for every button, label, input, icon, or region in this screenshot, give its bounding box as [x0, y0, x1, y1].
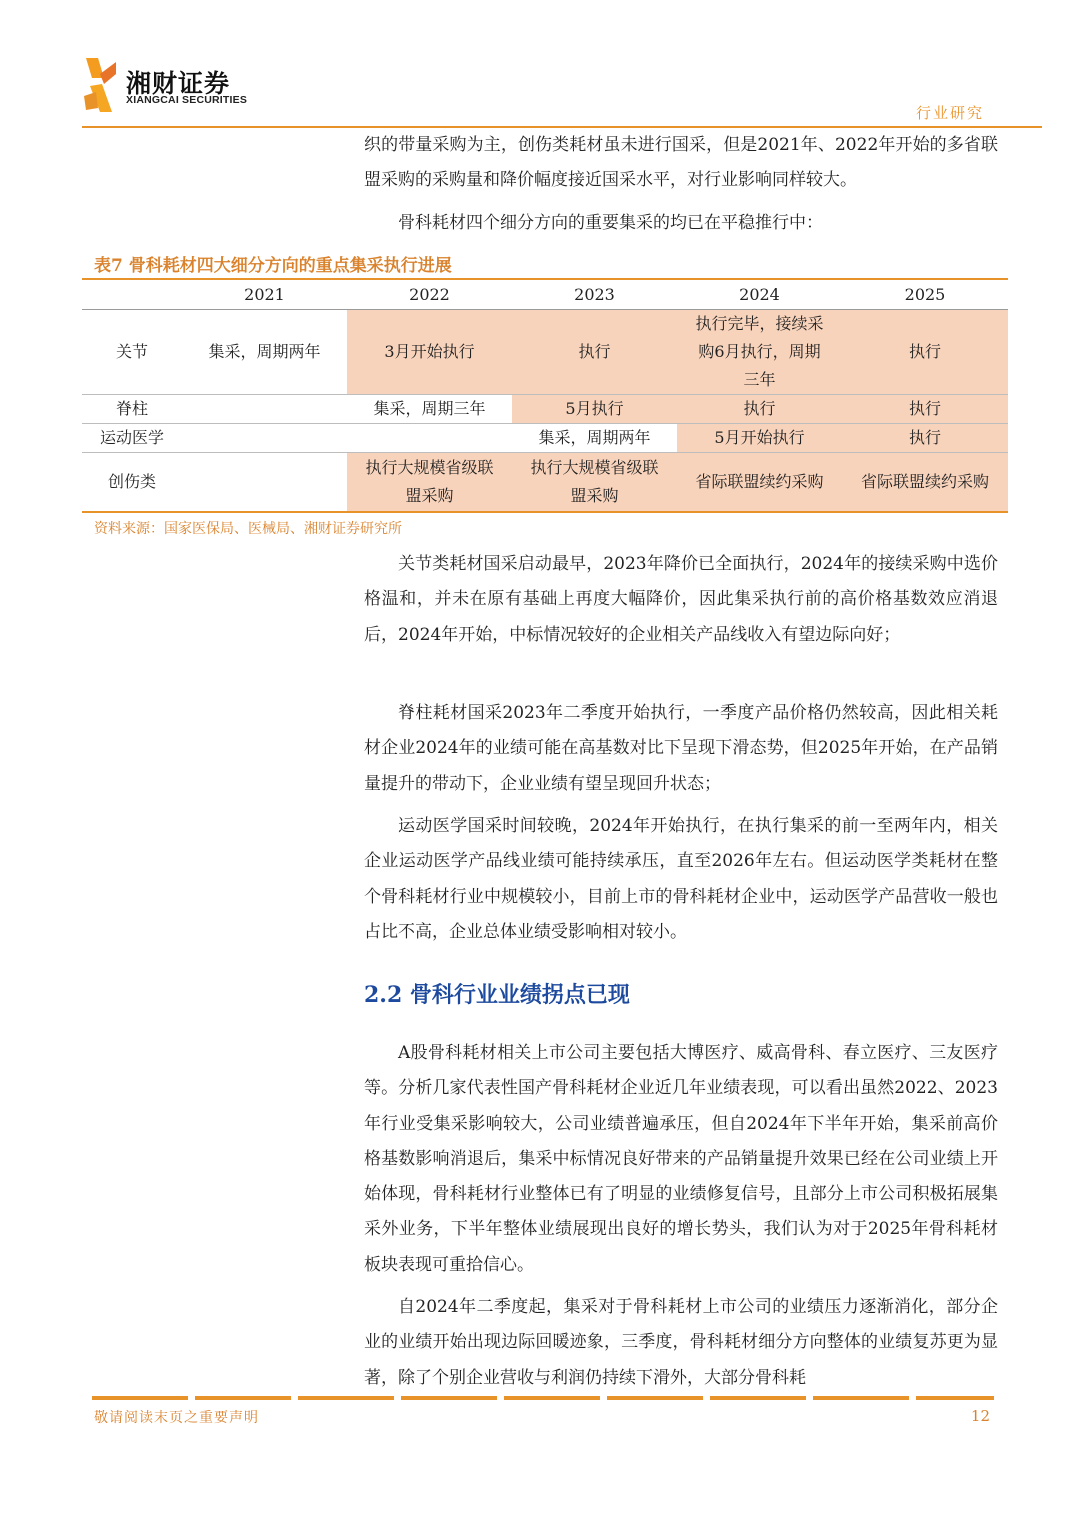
logo-text: 湘财证券	[126, 69, 231, 98]
cell-2022: 执行大规模省级联盟采购	[347, 453, 512, 511]
report-category: 行业研究	[915, 104, 984, 122]
intro-paragraph	[364, 128, 998, 199]
table-row-trauma	[82, 453, 1008, 511]
cell-2021	[182, 453, 347, 511]
header-blank	[82, 280, 182, 310]
footer-notice: 敬请阅读末页之重要声明	[94, 1410, 259, 1426]
page-number: 12	[970, 1407, 990, 1425]
cell-2025: 执行	[842, 310, 1008, 395]
cell-2023: 执行	[512, 310, 677, 395]
header-2021: 2021	[182, 280, 347, 310]
cell-2021	[182, 424, 347, 453]
cell-2025: 执行	[842, 424, 1008, 453]
logo-mark-icon	[82, 56, 118, 114]
header-2024: 2024	[677, 280, 842, 310]
table-row-joint	[82, 310, 1008, 395]
header-2023: 2023	[512, 280, 677, 310]
table-row-spine	[82, 395, 1008, 424]
cell-2024: 执行	[677, 395, 842, 424]
body-paragraph-2	[364, 696, 998, 802]
row-label: 脊柱	[82, 395, 182, 424]
cell-2024: 省际联盟续约采购	[677, 453, 842, 511]
paragraph-performance: A股骨科耗材相关上市公司主要包括大博医疗、威高骨科、春立医疗、三友医疗等。分析几家代表性国产骨科耗材企业近几年业绩表现，可以看出虽然2022、2023年行业受集采影响较大，公司业绩普遍承压，但自2024年下半年开始，集采前高价格基数影响消退后，集采中标情况良好带来的产品销量提升效果已经在公司业绩上开始体现，骨科耗材行业整体已有了明显的业绩修复信号，且部分上市公司积极拓展集采外业务，下半年整体业绩展现出良好的增长势头，我们认为对于2025年骨科耗材板块表现可重拾信心。	[364, 1043, 998, 1275]
row-label: 创伤类	[107, 471, 156, 491]
cell-2023: 执行大规模省级联盟采购	[512, 453, 677, 511]
header-2025: 2025	[842, 280, 1008, 310]
table-bottom-rule	[82, 511, 1008, 513]
paragraph-joint: 关节类耗材国采启动最早，2023年降价已全面执行，2024年的接续采购中选价格温和，并未在原有基础上再度大幅降价，因此集采执行前的高价格基数效应消退后，2024年开始，中标情况较好的企业相关产品线收入有望边际向好；	[364, 554, 998, 645]
logo-english: XIANGCAI SECURITIES	[126, 94, 248, 106]
intro-paragraph-2	[364, 206, 998, 241]
cell-2023: 集采，周期两年	[512, 424, 677, 453]
table-source: 资料来源：国家医保局、医械局、湘财证券研究所	[94, 521, 402, 537]
cell-2022: 集采，周期三年	[347, 395, 512, 424]
section-title: 2.2 骨科行业业绩拐点已现	[364, 982, 630, 1008]
collective-procurement-table	[82, 280, 1008, 511]
cell-2024: 5月开始执行	[677, 424, 842, 453]
body-paragraph-4	[364, 1036, 998, 1283]
table-header-row	[82, 280, 1008, 310]
row-label: 运动医学	[82, 424, 182, 453]
intro-line-1: 织的带量采购为主，创伤类耗材虽未进行国采，但是2021年、2022年开始的多省联盟采购的采购量和降价幅度接近国采水平，对行业影响同样较大。	[364, 135, 998, 191]
table-row-sports-medicine	[82, 424, 1008, 453]
cell-2025: 执行	[842, 395, 1008, 424]
cell-2021	[182, 395, 347, 424]
cell-2024: 执行完毕，接续采购6月执行，周期三年	[677, 310, 842, 395]
cell-2022	[347, 424, 512, 453]
body-paragraph-3	[364, 809, 998, 950]
cell-2023: 5月执行	[512, 395, 677, 424]
footer-divider	[92, 1396, 994, 1400]
body-paragraph-1	[364, 547, 998, 653]
table-caption: 表7 骨科耗材四大细分方向的重点集采执行进展	[94, 256, 452, 276]
intro-line-2: 骨科耗材四个细分方向的重要集采的均已在平稳推行中：	[398, 213, 823, 233]
paragraph-recovery: 自2024年二季度起，集采对于骨科耗材上市公司的业绩压力逐渐消化，部分企业的业绩开始出现边际回暖迹象，三季度，骨科耗材细分方向整体的业绩复苏更为显著，除了个别企业营收与利润仍持续下滑外，大部分骨科耗	[364, 1297, 998, 1388]
body-paragraph-5	[364, 1290, 998, 1396]
header-2022: 2022	[347, 280, 512, 310]
cell-2025: 省际联盟续约采购	[842, 453, 1008, 511]
paragraph-spine: 脊柱耗材国采2023年二季度开始执行，一季度产品价格仍然较高，因此相关耗材企业2024年的业绩可能在高基数对比下呈现下滑态势，但2025年开始，在产品销量提升的带动下，企业业绩有望呈现回升状态；	[364, 703, 998, 794]
row-label: 关节	[82, 310, 182, 395]
cell-2021: 集采，周期两年	[182, 310, 347, 395]
paragraph-sports-medicine: 运动医学国采时间较晚，2024年开始执行，在执行集采的前一至两年内，相关企业运动医学产品线业绩可能持续承压，直至2026年左右。但运动医学类耗材在整个骨科耗材行业中规模较小，目前上市的骨科耗材企业中，运动医学产品营收一般也占比不高，企业总体业绩受影响相对较小。	[364, 816, 998, 942]
cell-2022: 3月开始执行	[347, 310, 512, 395]
